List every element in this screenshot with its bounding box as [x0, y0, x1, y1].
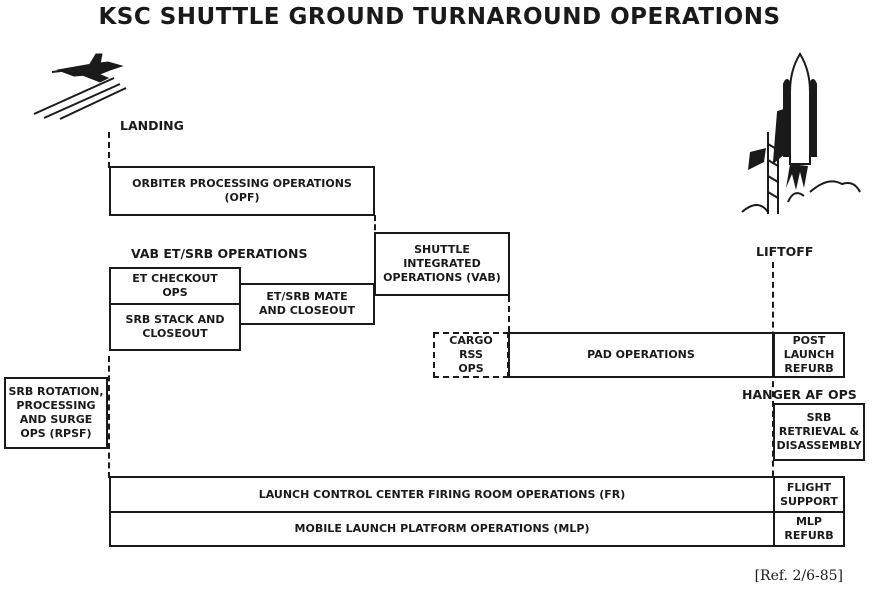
hanger-af-ops-label: HANGER AF OPS	[742, 387, 857, 402]
shuttle-integrated-label: SHUTTLE INTEGRATED OPERATIONS (VAB)	[383, 243, 501, 284]
srb-retrieval-box	[773, 403, 865, 461]
cargo-rss-label: CARGO RSS OPS	[449, 334, 493, 375]
mlp-refurb-box	[773, 511, 845, 547]
post-launch-label: POST LAUNCH REFURB	[783, 334, 835, 375]
srb-stack-box	[109, 303, 241, 351]
landing-timeline	[108, 132, 110, 168]
liftoff-shuttle-icon	[738, 52, 863, 222]
pad-operations-box	[508, 332, 774, 378]
opf-box	[109, 166, 375, 216]
lcc-label: LAUNCH CONTROL CENTER FIRING ROOM OPERATIONS (FR)	[258, 487, 626, 501]
landing-label: LANDING	[120, 118, 184, 133]
lcc-firing-room-box	[109, 476, 775, 513]
flight-support-box	[773, 476, 845, 513]
mlp-box	[109, 511, 775, 547]
srb-stack-label: SRB STACK AND CLOSEOUT	[125, 313, 225, 340]
opf-label: ORBITER PROCESSING OPERATIONS (OPF)	[132, 177, 352, 204]
vab-pad-connector	[508, 296, 510, 332]
reference-note: [Ref. 2/6-85]	[754, 568, 843, 584]
shuttle-integrated-box	[374, 232, 510, 296]
et-checkout-box	[109, 267, 241, 305]
liftoff-label: LIFTOFF	[756, 244, 814, 259]
et-srb-mate-label: ET/SRB MATE AND CLOSEOUT	[259, 290, 355, 317]
mlp-label: MOBILE LAUNCH PLATFORM OPERATIONS (MLP)	[294, 522, 590, 535]
srb-rotation-box	[4, 377, 108, 449]
et-checkout-label: ET CHECKOUT OPS	[132, 272, 218, 299]
post-launch-refurb-box	[773, 332, 845, 378]
srb-rotation-label: SRB ROTATION, PROCESSING AND SURGE OPS (RPSF)	[8, 385, 104, 440]
landing-orbiter-icon	[30, 48, 140, 120]
srb-retrieval-label: SRB RETRIEVAL & DISASSEMBLY	[776, 411, 862, 452]
vab-et-srb-label: VAB ET/SRB OPERATIONS	[131, 246, 308, 261]
pad-operations-label: PAD OPERATIONS	[587, 348, 695, 361]
flight-support-label: FLIGHT SUPPORT	[780, 480, 838, 508]
mlp-refurb-label: MLP REFURB	[784, 515, 834, 542]
diagram-title: KSC SHUTTLE GROUND TURNAROUND OPERATIONS	[98, 4, 781, 30]
landing-timeline-lower	[108, 356, 110, 478]
et-srb-mate-box	[239, 283, 375, 325]
cargo-rss-box	[433, 332, 509, 378]
